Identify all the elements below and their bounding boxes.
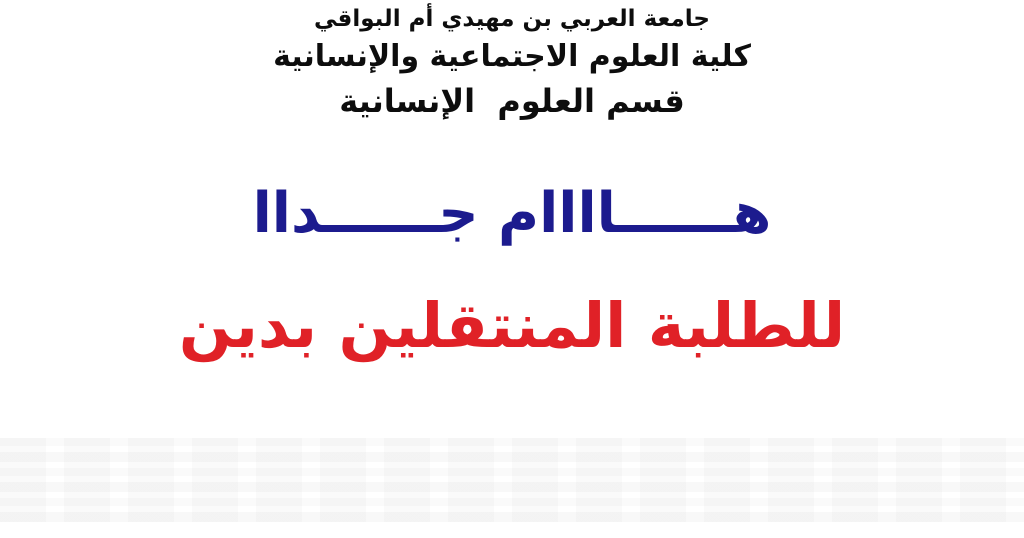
important-headline: هــــــاااام جــــــداا xyxy=(252,181,772,246)
university-name: جامعة العربي بن مهيدي أم البواقي xyxy=(314,6,710,32)
target-audience-line: للطلبة المنتقلين بدين xyxy=(178,289,846,362)
letterhead xyxy=(0,0,1024,125)
faculty-name: كلية العلوم الاجتماعية والإنسانية xyxy=(273,39,751,74)
watermark-pattern xyxy=(0,438,1024,522)
department-name: قسم العلوم الإنسانية xyxy=(339,82,685,120)
